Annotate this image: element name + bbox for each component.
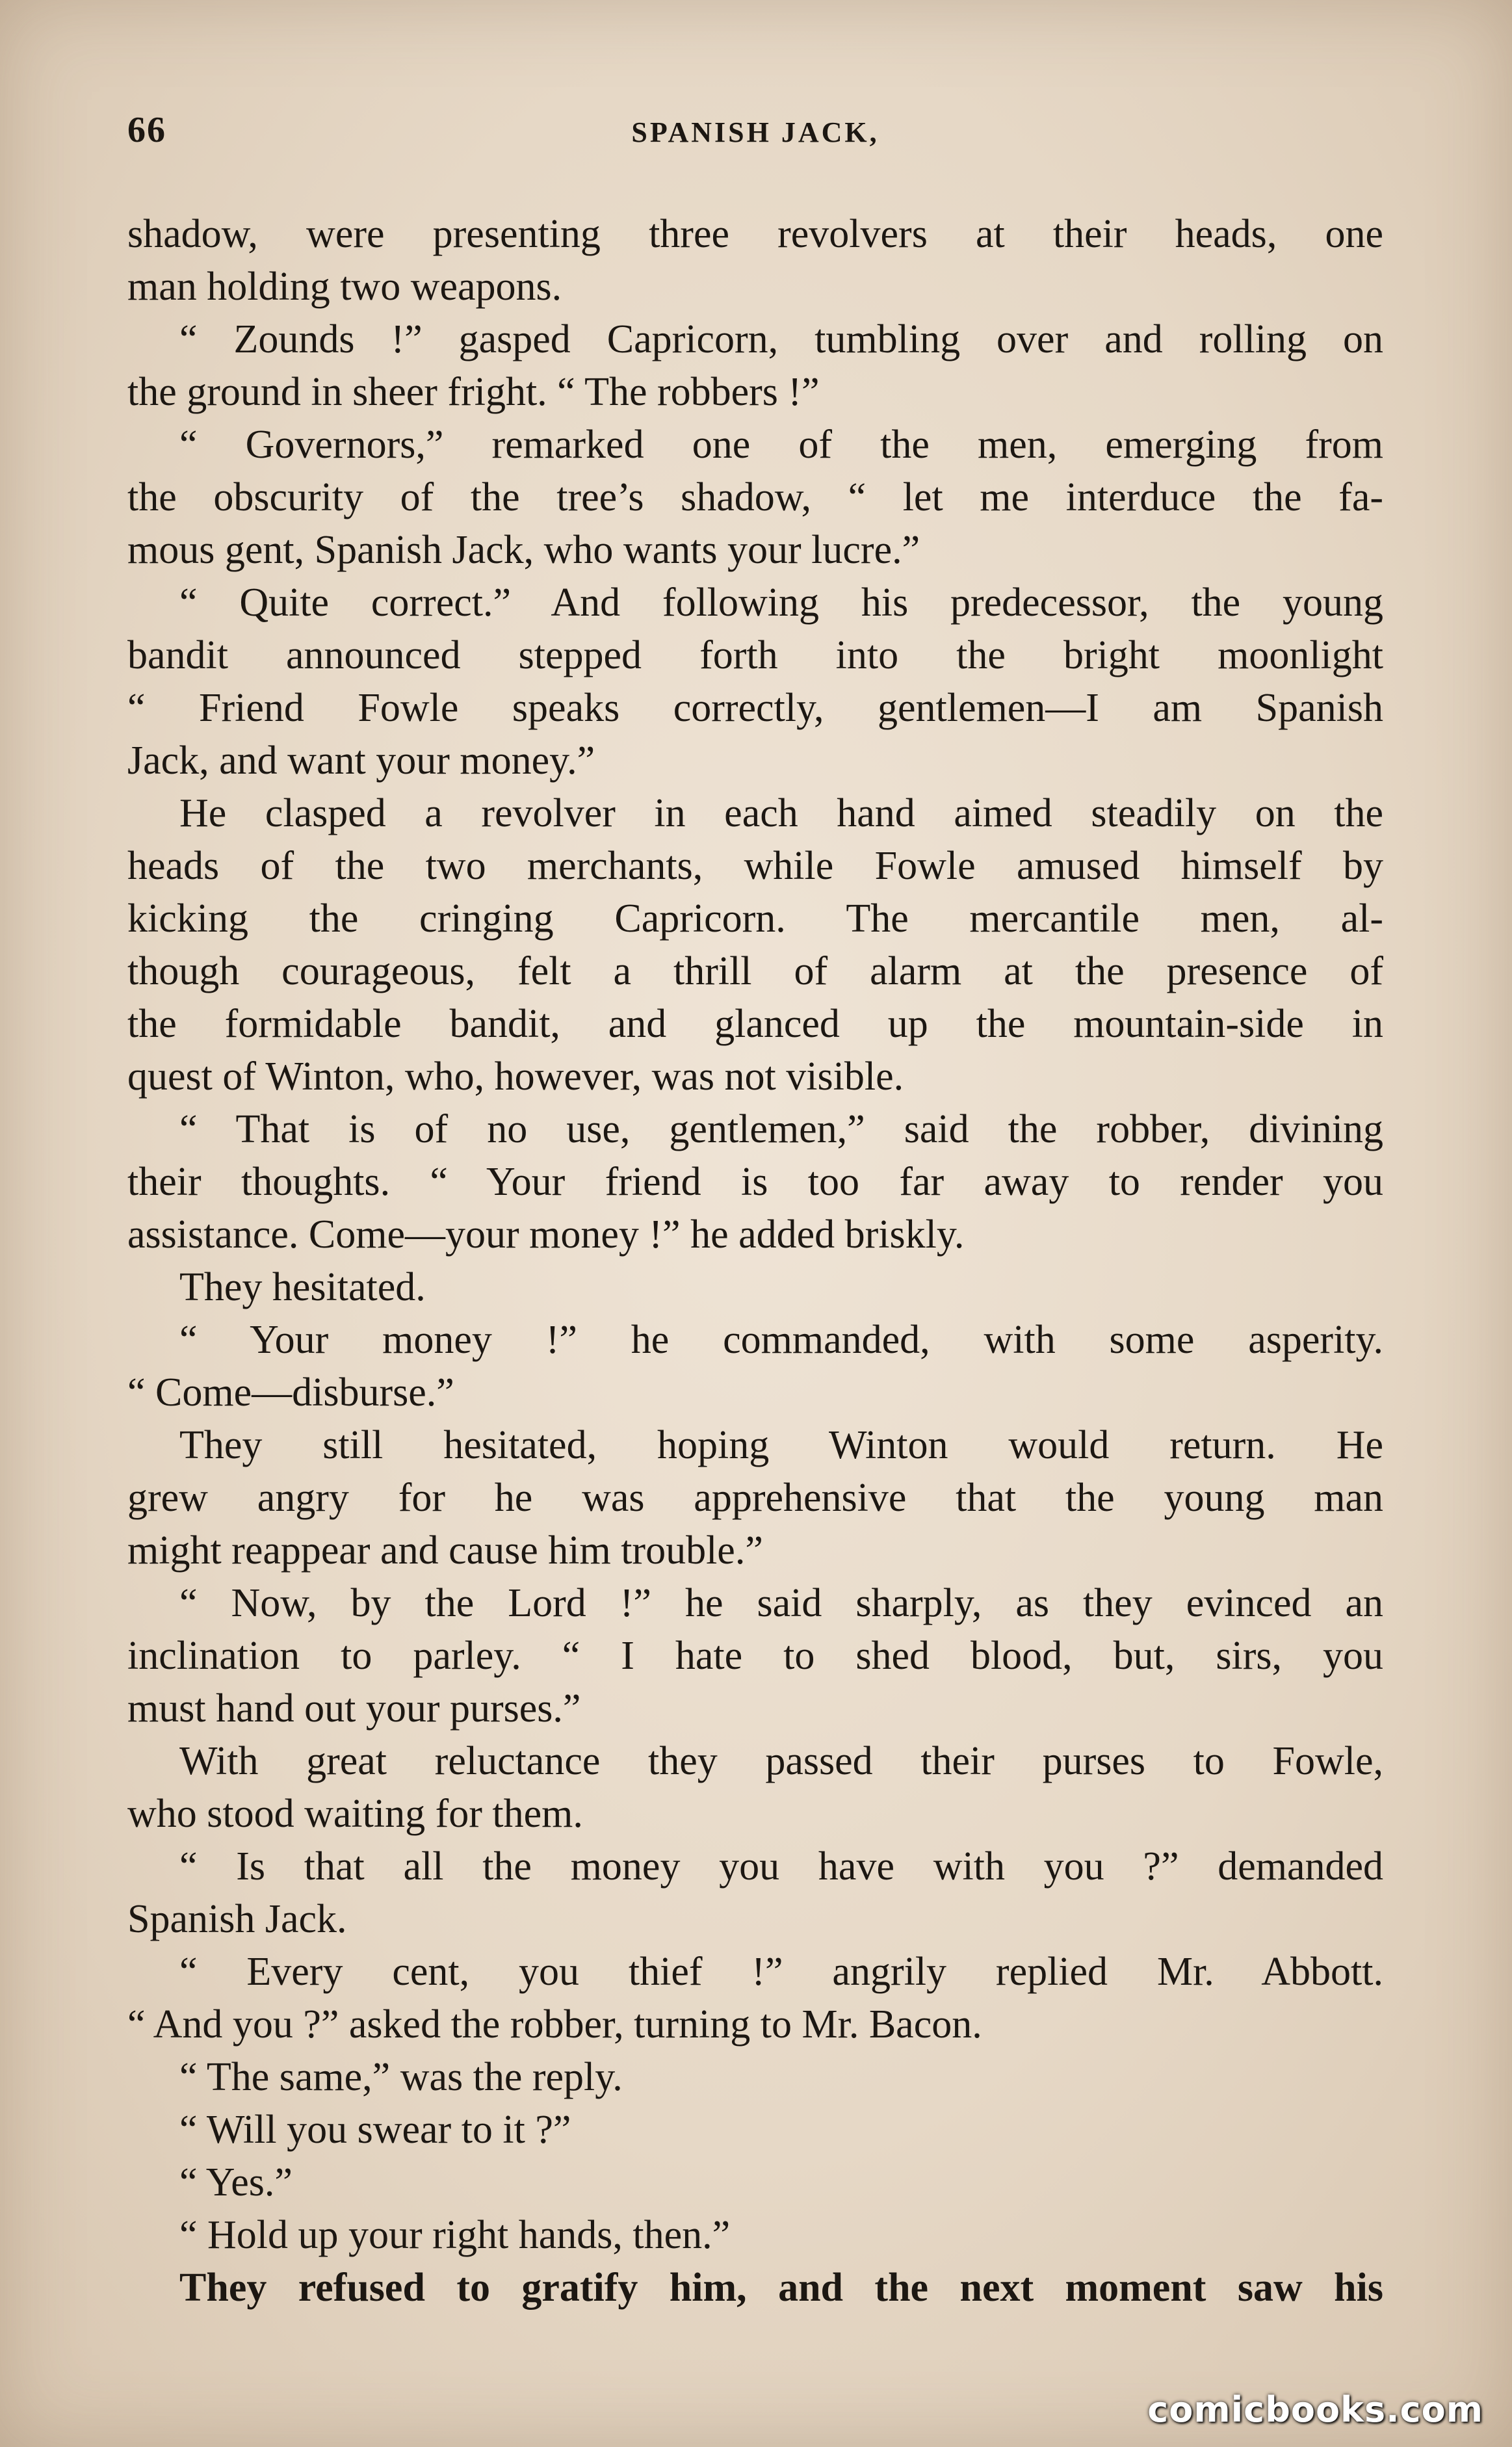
text-line: assistance. Come—your money !” he added briskly. [127, 1212, 965, 1257]
text-line: “ Is that all the money you have with you ?” demanded [179, 1844, 1383, 1889]
text-line: They hesitated. [179, 1265, 426, 1309]
text-line: They still hesitated, hoping Winton would return. He [179, 1423, 1383, 1467]
text-line: “ Come—disburse.” [127, 1370, 454, 1415]
text-line: might reappear and cause him trouble.” [127, 1528, 763, 1573]
text-line: the formidable bandit, and glanced up the mountain-side in [127, 1002, 1383, 1046]
text-line: man holding two weapons. [127, 265, 562, 309]
text-line: the obscurity of the tree’s shadow, “ let me interduce the fa- [127, 475, 1383, 519]
watermark: comicbooks.com [1147, 2389, 1483, 2430]
text-line: “ The same,” was the reply. [179, 2055, 623, 2099]
text-line: who stood waiting for them. [127, 1792, 583, 1836]
text-line: “ Will you swear to it ?” [179, 2108, 571, 2152]
text-line: “ Now, by the Lord !” he said sharply, as they evinced an [179, 1581, 1383, 1625]
page-number: 66 [127, 110, 166, 150]
body-text [127, 208, 1383, 2314]
text-line: He clasped a revolver in each hand aimed steadily on the [179, 791, 1383, 835]
text-line: Spanish Jack. [127, 1897, 347, 1941]
text-line: “ Governors,” remarked one of the men, emerging from [179, 423, 1383, 467]
text-line: With great reluctance they passed their purses to Fowle, [179, 1739, 1383, 1783]
text-line: “ And you ?” asked the robber, turning to Mr. Bacon. [127, 2002, 982, 2047]
text-line: inclination to parley. “ I hate to shed blood, but, sirs, you [127, 1634, 1383, 1678]
text-line: mous gent, Spanish Jack, who wants your lucre.” [127, 528, 920, 572]
text-line: “ Every cent, you thief !” angrily replied Mr. Abbott. [179, 1950, 1383, 1994]
text-line: heads of the two merchants, while Fowle amused himself by [127, 844, 1383, 888]
text-line: “ Your money !” he commanded, with some asperity. [179, 1318, 1383, 1362]
text-line: “ Hold up your right hands, then.” [179, 2213, 731, 2257]
text-line: “ Zounds !” gasped Capricorn, tumbling over and rolling on [179, 317, 1383, 361]
text-line: Jack, and want your money.” [127, 739, 595, 783]
text-line: bandit announced stepped forth into the bright moonlight [127, 633, 1383, 677]
text-line: shadow, were presenting three revolvers at their heads, one [127, 212, 1383, 256]
running-head: SPANISH JACK, [631, 116, 880, 148]
text-line: They refused to gratify him, and the next moment saw his [179, 2266, 1383, 2310]
text-line: “ Yes.” [179, 2160, 293, 2205]
text-line: “ Friend Fowle speaks correctly, gentlemen—I am Spanish [127, 686, 1383, 730]
text-line: must hand out your purses.” [127, 1686, 581, 1731]
page-header [127, 109, 1383, 161]
text-line: kicking the cringing Capricorn. The mercantile men, al- [127, 896, 1383, 941]
text-line: grew angry for he was apprehensive that the young man [127, 1476, 1383, 1520]
text-line: though courageous, felt a thrill of alarm at the presence of [127, 949, 1383, 993]
text-line: “ Quite correct.” And following his predecessor, the young [179, 581, 1383, 625]
text-line: quest of Winton, who, however, was not visible. [127, 1054, 904, 1099]
text-line: “ That is of no use, gentlemen,” said the robber, divining [179, 1107, 1383, 1151]
text-line: the ground in sheer fright. “ The robbers !” [127, 370, 820, 414]
text-line: their thoughts. “ Your friend is too far away to render you [127, 1160, 1383, 1204]
